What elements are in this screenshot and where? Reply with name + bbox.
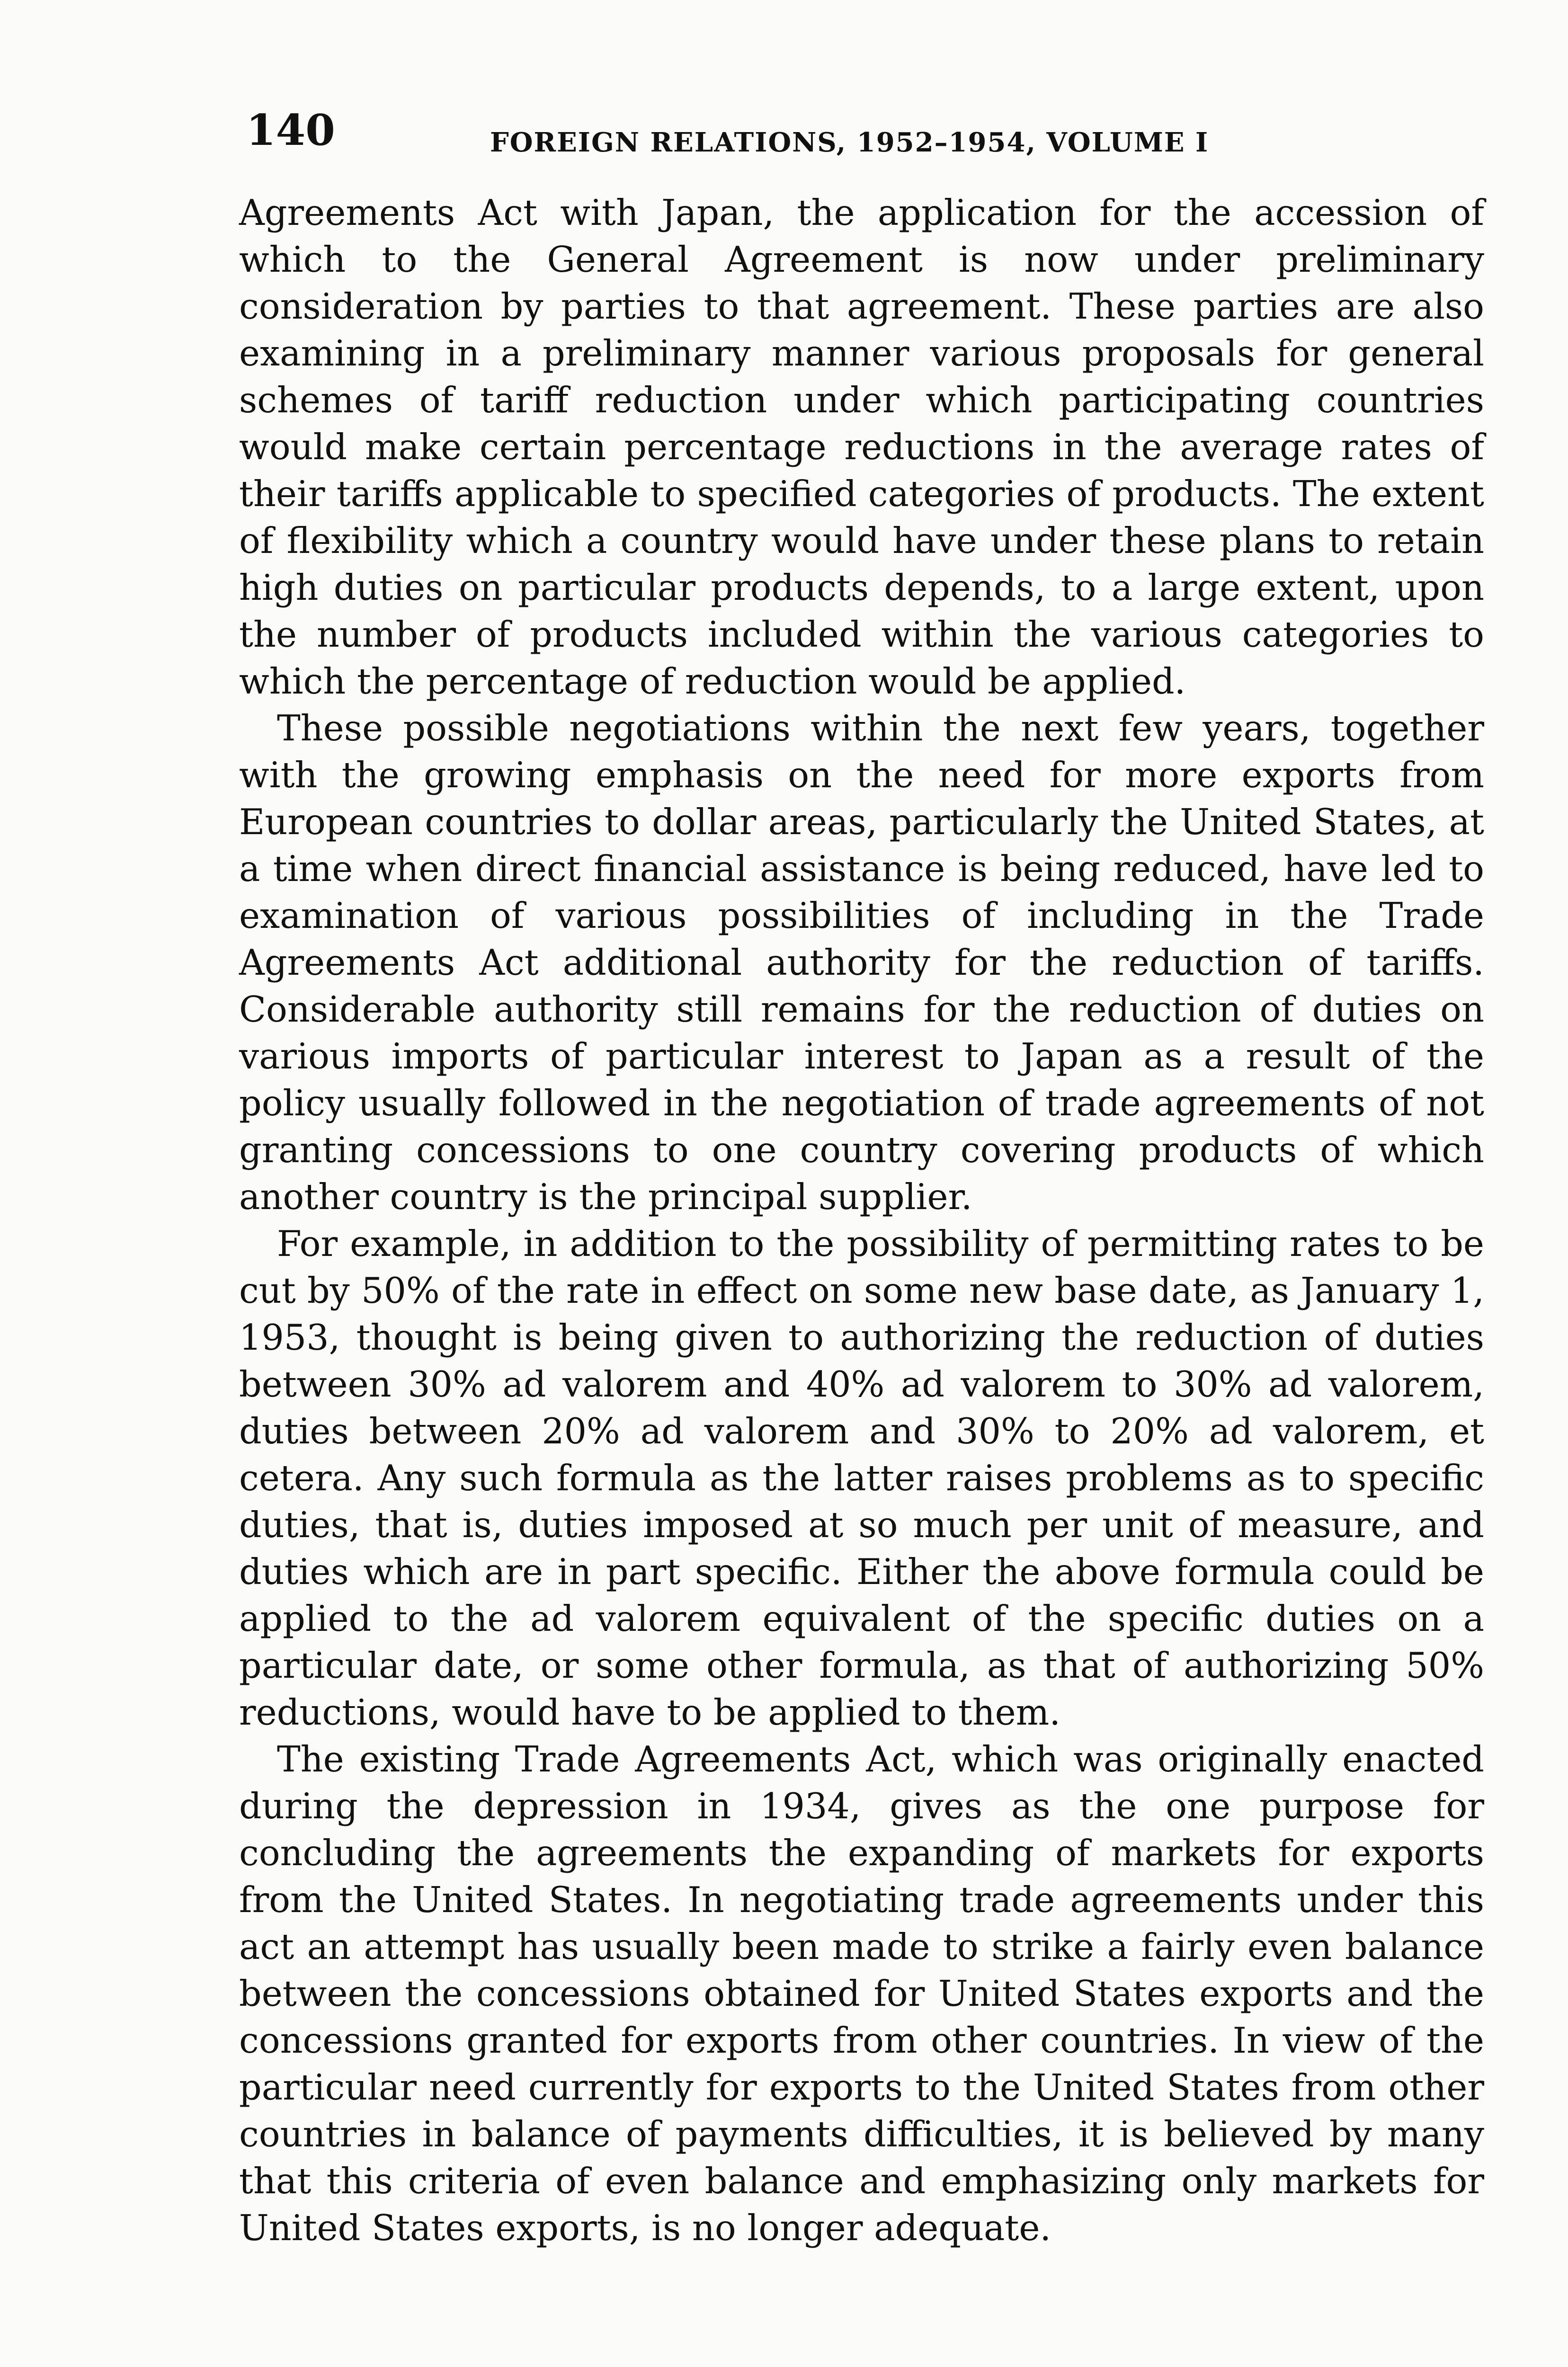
page-number: 140 bbox=[246, 105, 335, 155]
body-text bbox=[239, 189, 1484, 2251]
paragraph: These possible negotiations within the next few years, together with the growing emphasis on the need for more exports from European countries to dollar areas, particularly the United States, at a time when direct financial assistance is being reduced, have led to examination of various possibilities of including in the Trade Agreements Act additional authority for the reduction of tariffs. Considerable authority still remains for the reduction of duties on various imports of particular interest to Japan as a result of the policy usually followed in the negotiation of trade agreements of not granting concessions to one country covering products of which another country is the principal supplier. bbox=[239, 708, 1484, 1218]
paragraph-continued: Agreements Act with Japan, the application for the accession of which to the General Agreement is now under preliminary consideration by parties to that agreement. These parties are also examining in a preliminary manner various proposals for general schemes of tariff reduction under which participating countries would make certain percentage reductions in the average rates of their tariffs applicable to specified categories of products. The extent of flexibility which a country would have under these plans to retain high duties on particular products depends, to a large extent, upon the number of products included within the various categories to which the percentage of reduction would be applied. bbox=[239, 192, 1484, 702]
paragraph: For example, in addition to the possibility of permitting rates to be cut by 50% of the rate in effect on some new base date, as January 1, 1953, thought is being given to authorizing the reduction of duties between 30% ad valorem and 40% ad valorem to 30% ad valorem, duties between 20% ad valorem and 30% to 20% ad valorem, et cetera. Any such formula as the latter raises problems as to specific duties, that is, duties imposed at so much per unit of measure, and duties which are in part specific. Either the above formula could be applied to the ad valorem equivalent of the specific duties on a particular date, or some other formula, as that of authorizing 50% reductions, would have to be applied to them. bbox=[239, 1223, 1484, 1733]
page-header bbox=[246, 102, 1487, 163]
paragraph: The existing Trade Agreements Act, which was originally enacted during the depression in 1934, gives as the one purpose for concluding the agreements the expanding of markets for exports from the United States. In negotiating trade agreements under this act an attempt has usually been made to strike a fairly even balance between the concessions obtained for United States exports and the concessions granted for exports from other countries. In view of the particular need currently for exports to the United States from other countries in balance of payments difficulties, it is believed by many that this criteria of even balance and emphasizing only markets for United States exports, is no longer adequate. bbox=[239, 1739, 1484, 2249]
running-head: FOREIGN RELATIONS, 1952–1954, VOLUME I bbox=[490, 127, 1209, 158]
